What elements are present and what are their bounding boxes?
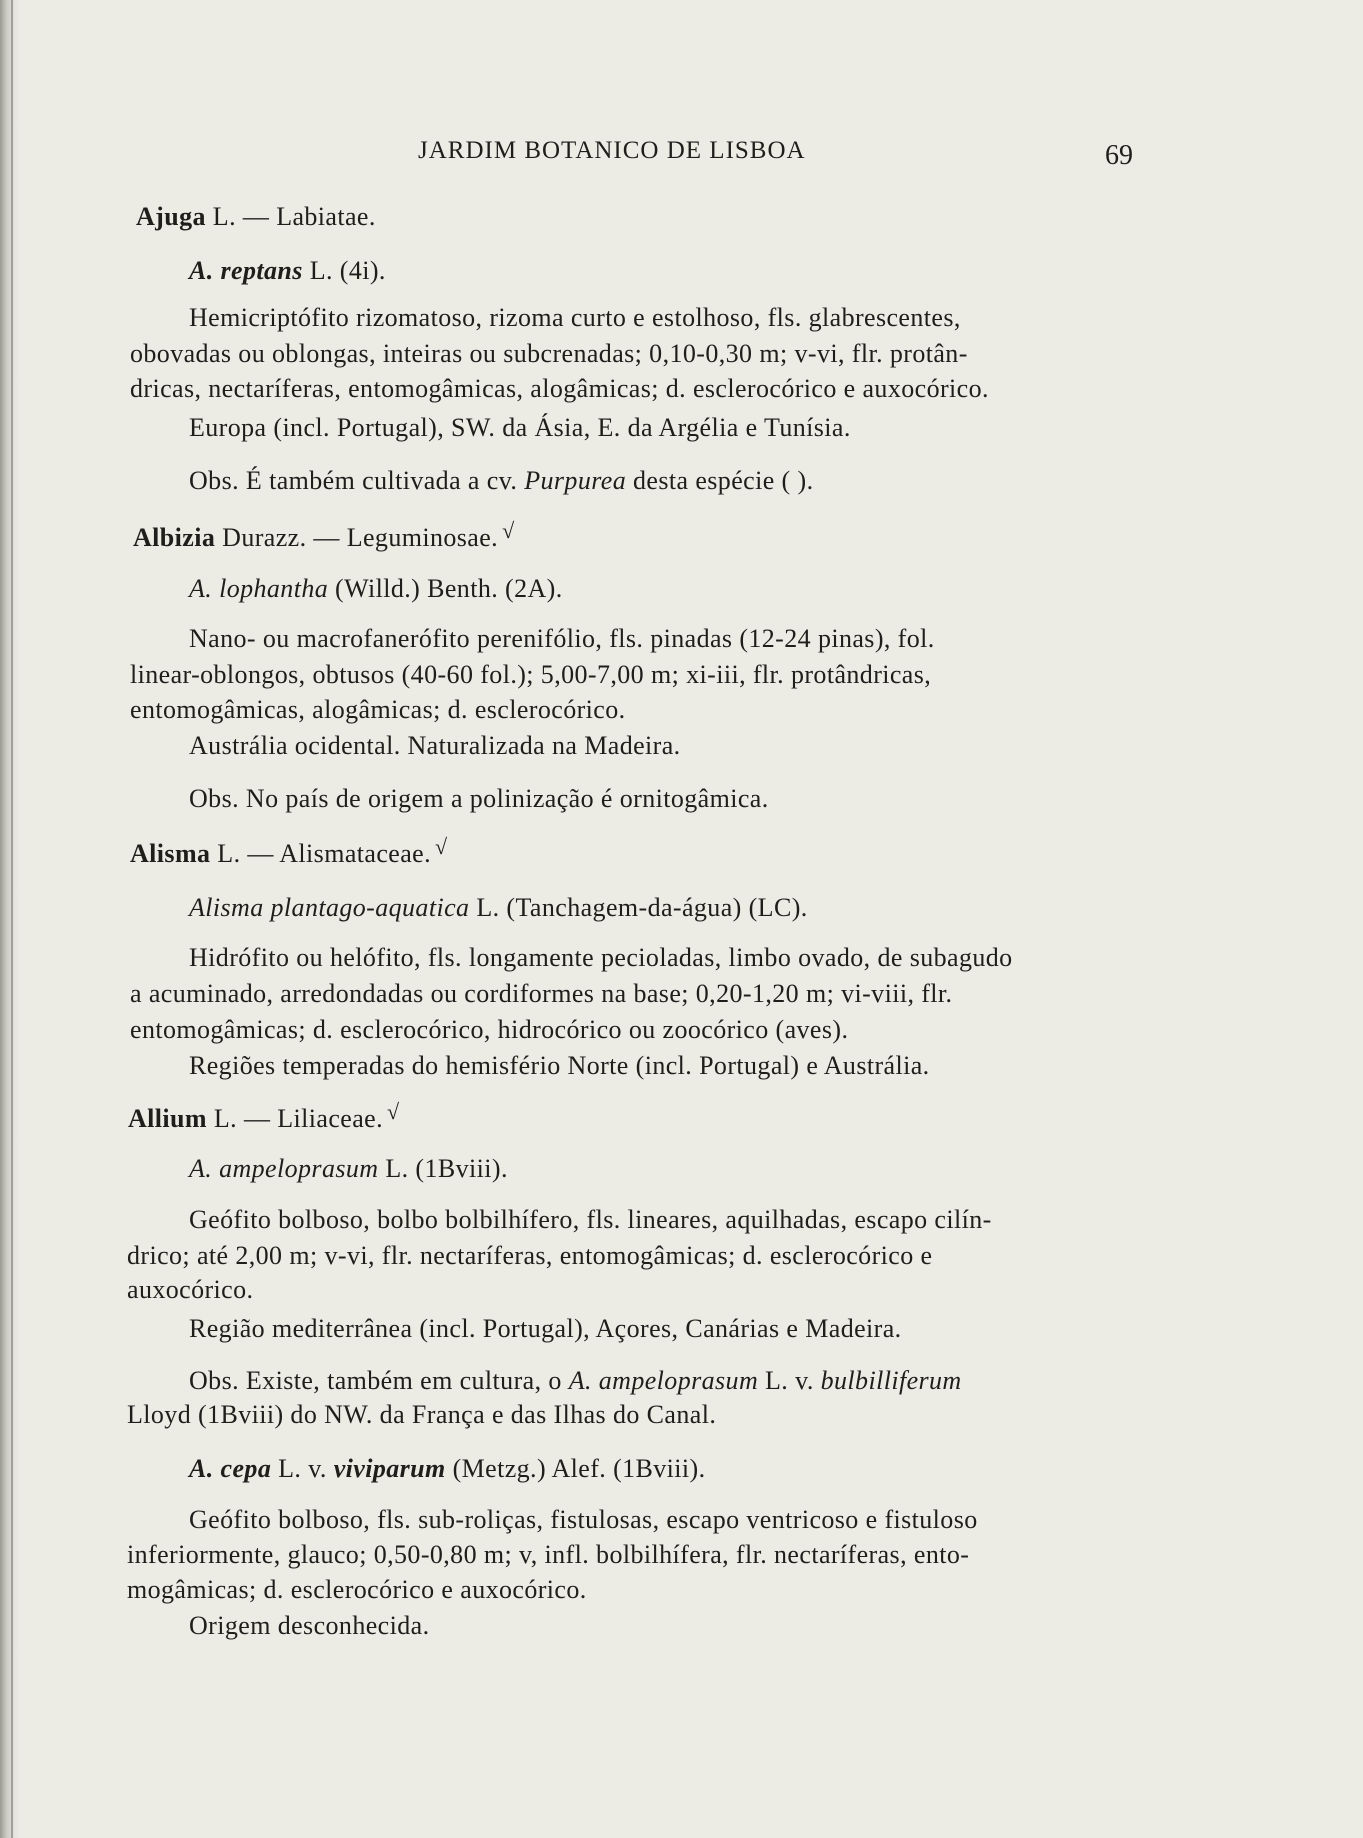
description-line: Hidrófito ou helófito, fls. longamente pecioladas, limbo ovado, de subagudo [189, 943, 1013, 972]
check-mark: √ [434, 834, 448, 859]
genus-authority: Durazz. — Leguminosae. [215, 523, 499, 552]
species-name: A. cepa [189, 1454, 272, 1483]
description-line: drico; até 2,00 m; v-vi, flr. nectaríferas, entomogâmicas; d. esclerocórico e [127, 1241, 933, 1270]
variety-name: bulbilliferum [820, 1366, 962, 1395]
genus-name: Ajuga [136, 202, 206, 231]
description-line: obovadas ou oblongas, inteiras ou subcrenadas; 0,10-0,30 m; v-vi, flr. protân- [130, 339, 968, 368]
description-line: Geófito bolboso, bolbo bolbilhífero, fls. lineares, aquilhadas, escapo cilín- [189, 1205, 992, 1234]
species-authority: (Metzg.) Alef. (1Bviii). [445, 1454, 706, 1483]
distribution-line: Origem desconhecida. [189, 1611, 430, 1640]
distribution-line: Região mediterrânea (incl. Portugal), Açores, Canárias e Madeira. [189, 1314, 902, 1343]
check-mark: √ [502, 518, 515, 543]
description-line: entomogâmicas; d. esclerocórico, hidrocórico ou zoocórico (aves). [130, 1015, 849, 1044]
description-line: linear-oblongos, obtusos (40-60 fol.); 5,00-7,00 m; xi-iii, flr. protândricas, [130, 660, 932, 689]
genus-authority: L. — Alismataceae. [210, 839, 431, 868]
observation-line: Obs. É também cultivada a cv. Purpurea desta espécie ( ). [189, 466, 814, 495]
description-line: inferiormente, glauco; 0,50-0,80 m; v, infl. bolbilhífera, flr. nectaríferas, ento- [127, 1540, 970, 1569]
genus-heading-albizia [133, 518, 515, 553]
genus-heading-ajuga [136, 202, 376, 232]
distribution-line: Austrália ocidental. Naturalizada na Madeira. [189, 731, 681, 760]
variety-name: viviparum [333, 1454, 446, 1483]
genus-authority: L. — Liliaceae. [206, 1104, 384, 1133]
cultivar-name: Purpurea [524, 466, 627, 495]
description-line: dricas, nectaríferas, entomogâmicas, alogâmicas; d. esclerocórico e auxocórico. [130, 374, 989, 403]
description-line: auxocórico. [127, 1275, 254, 1304]
observation-line: Obs. Existe, também em cultura, o A. ampeloprasum L. v. bulbilliferum [189, 1366, 962, 1395]
species-name: Alisma plantago-aquatica [189, 893, 470, 922]
species-authority: (Willd.) Benth. (2A). [328, 574, 563, 603]
species-heading-lophantha [189, 574, 563, 604]
species-authority: L. (Tanchagem-da-água) (LC). [469, 893, 808, 922]
species-name: A. ampeloprasum [189, 1154, 379, 1183]
observation-line: Obs. No país de origem a polinização é ornitogâmica. [189, 784, 769, 813]
species-heading-cepa: A. cepa L. v. viviparum (Metzg.) Alef. (1Bviii). [189, 1454, 706, 1483]
species-authority: L. (1Bviii). [378, 1154, 508, 1183]
genus-authority: L. — Labiatae. [205, 202, 376, 231]
observation-line: Lloyd (1Bviii) do NW. da França e das Ilhas do Canal. [127, 1400, 717, 1429]
species-name: A. ampeloprasum [568, 1366, 759, 1395]
distribution-line: Europa (incl. Portugal), SW. da Ásia, E. da Argélia e Tunísia. [189, 413, 851, 442]
species-heading-plantago-aquatica [189, 893, 808, 923]
description-line: Nano- ou macrofanerófito perenifólio, fls. pinadas (12-24 pinas), fol. [189, 624, 935, 653]
running-title: JARDIM BOTANICO DE LISBOA [418, 137, 806, 164]
check-mark: √ [387, 1099, 400, 1124]
description-line: mogâmicas; d. esclerocórico e auxocórico. [127, 1575, 587, 1604]
species-name: A. lophantha [189, 574, 329, 603]
description-line: a acuminado, arredondadas ou cordiformes na base; 0,20-1,20 m; vi-viii, flr. [130, 979, 953, 1008]
description-line: entomogâmicas, alogâmicas; d. esclerocórico. [130, 695, 626, 724]
genus-heading-allium [128, 1099, 400, 1134]
species-authority: L. (4i). [302, 256, 386, 285]
species-heading-ampeloprasum [189, 1154, 508, 1184]
species-heading-reptans [189, 256, 386, 286]
genus-name: Allium [128, 1104, 207, 1133]
genus-name: Albizia [133, 523, 216, 552]
page-number: 69 [1105, 140, 1133, 171]
genus-heading-alisma [130, 834, 447, 869]
description-line: Hemicriptófito rizomatoso, rizoma curto e estolhoso, fls. glabrescentes, [189, 303, 961, 332]
description-line: Geófito bolboso, fls. sub-roliças, fistulosas, escapo ventricoso e fistuloso [189, 1505, 978, 1534]
genus-name: Alisma [130, 839, 211, 868]
distribution-line: Regiões temperadas do hemisfério Norte (incl. Portugal) e Austrália. [189, 1051, 930, 1080]
species-name: A. reptans [189, 256, 303, 285]
